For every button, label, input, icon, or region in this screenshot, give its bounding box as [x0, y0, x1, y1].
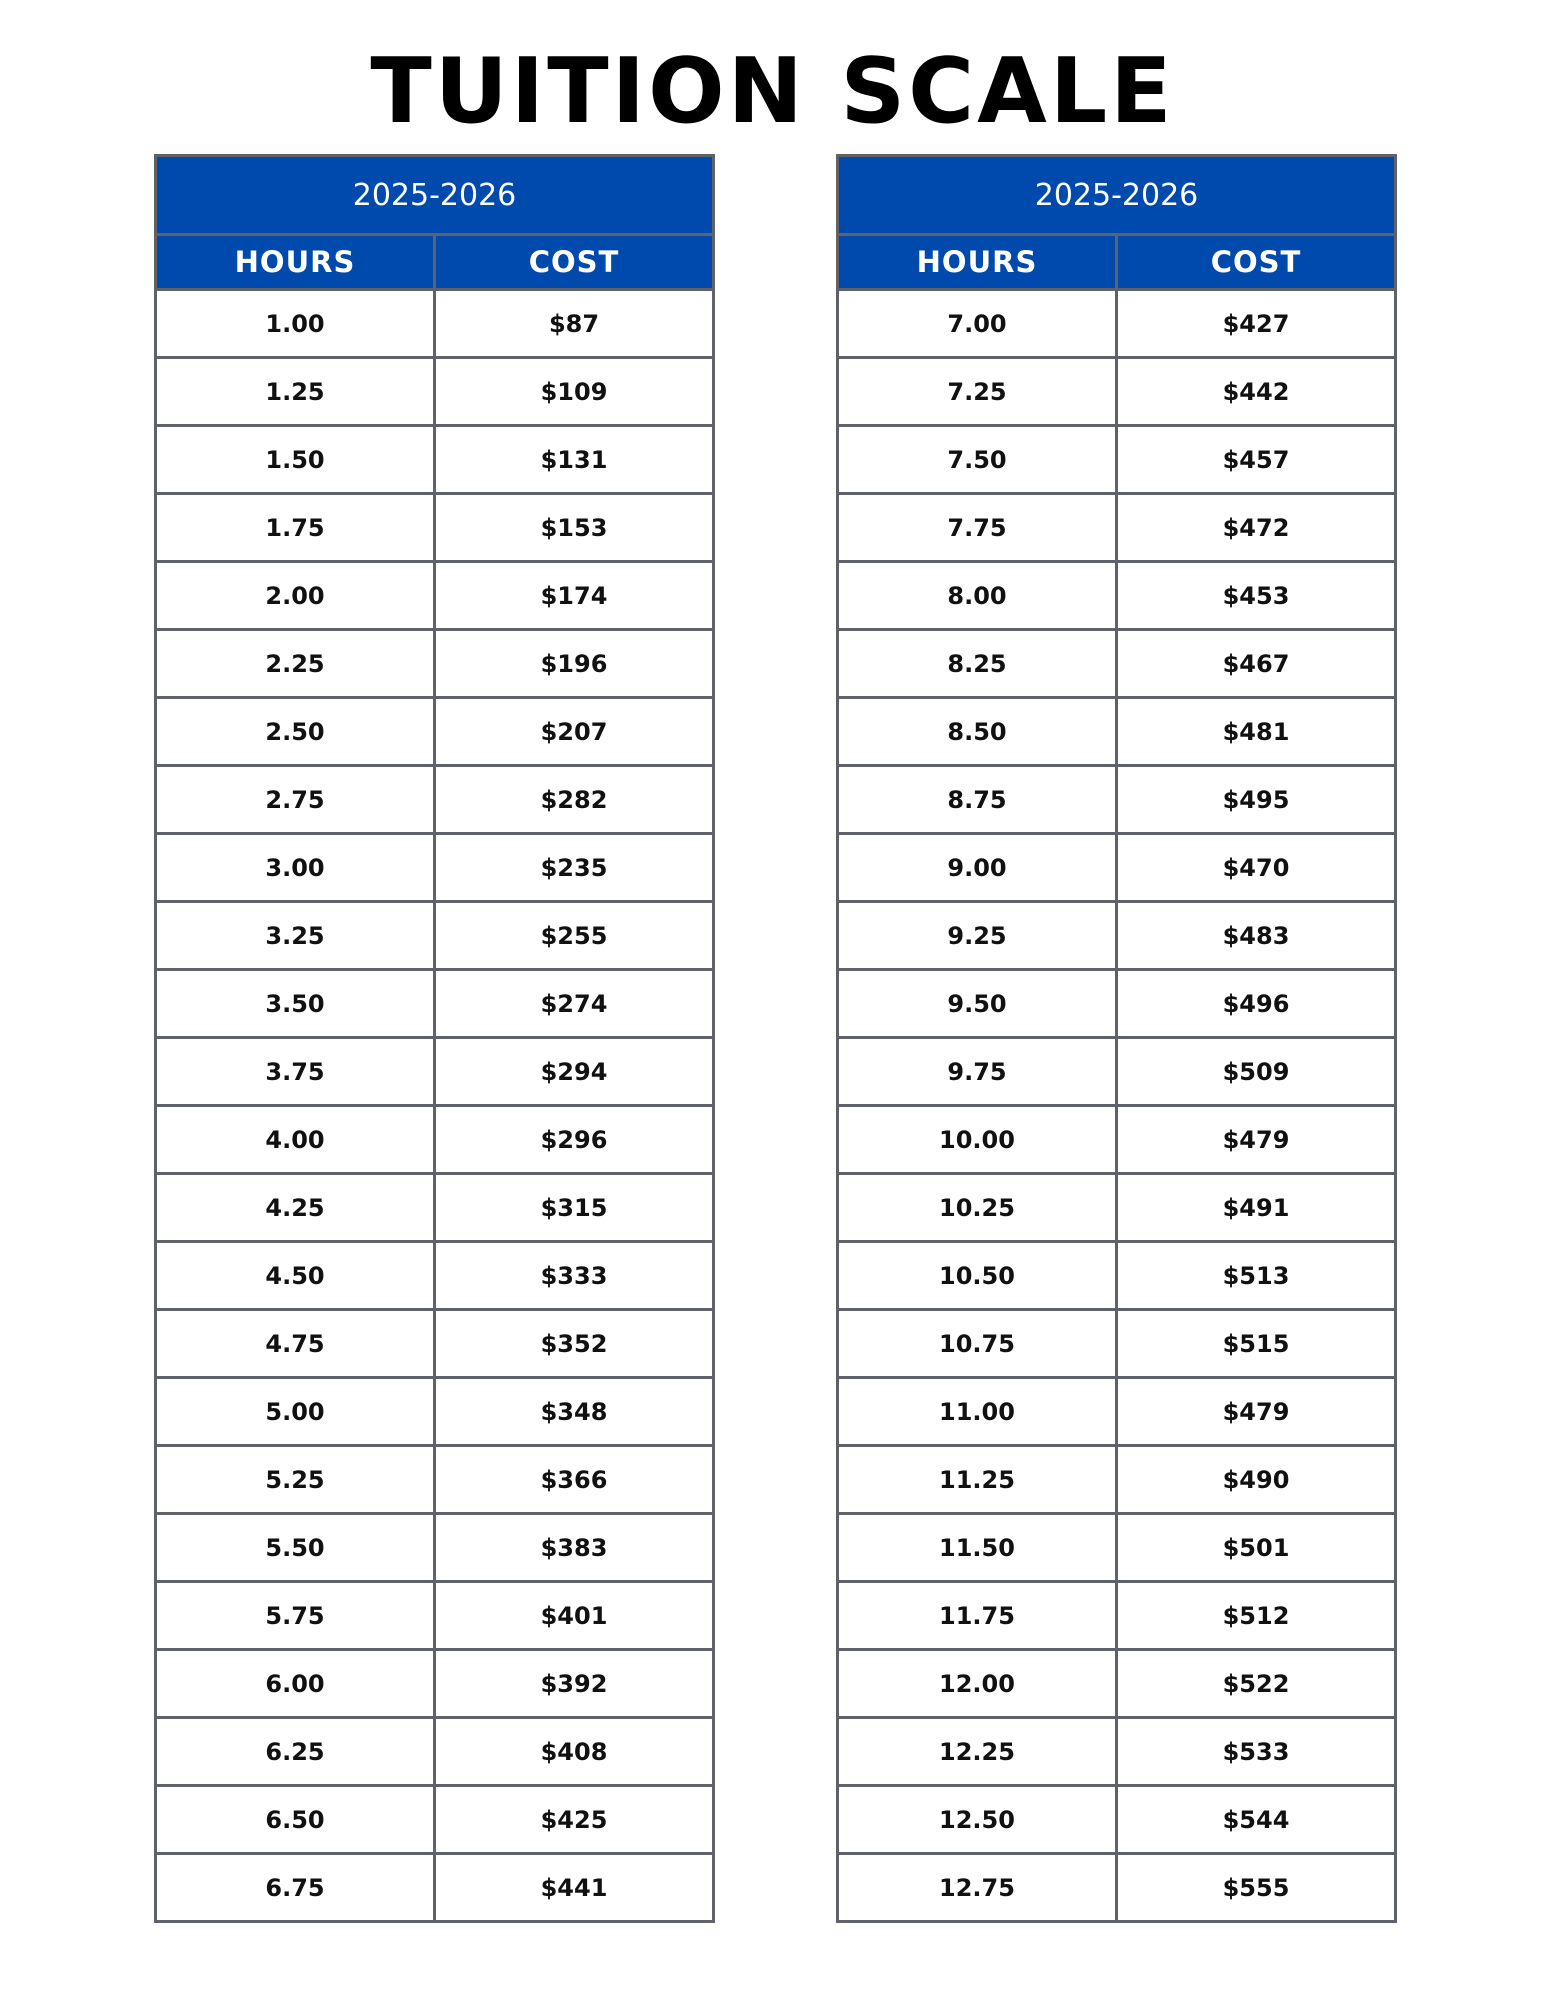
table-row: [838, 1854, 1396, 1922]
table-row: [838, 1786, 1396, 1854]
cost-cell: $491: [1117, 1174, 1396, 1242]
hours-cell: 12.00: [838, 1650, 1117, 1718]
hours-cell: 9.75: [838, 1038, 1117, 1106]
hours-cell: 4.75: [156, 1310, 435, 1378]
cost-column-header: COST: [435, 235, 714, 290]
cost-cell: $315: [435, 1174, 714, 1242]
cost-cell: $544: [1117, 1786, 1396, 1854]
hours-cell: 1.50: [156, 426, 435, 494]
table-body: [156, 290, 714, 1922]
hours-cell: 3.00: [156, 834, 435, 902]
hours-cell: 9.50: [838, 970, 1117, 1038]
cost-cell: $515: [1117, 1310, 1396, 1378]
hours-cell: 10.00: [838, 1106, 1117, 1174]
hours-cell: 10.75: [838, 1310, 1117, 1378]
hours-cell: 8.00: [838, 562, 1117, 630]
hours-cell: 1.25: [156, 358, 435, 426]
hours-cell: 5.00: [156, 1378, 435, 1446]
cost-cell: $348: [435, 1378, 714, 1446]
table-row: [156, 1582, 714, 1650]
hours-cell: 3.25: [156, 902, 435, 970]
cost-cell: $479: [1117, 1106, 1396, 1174]
cost-cell: $87: [435, 290, 714, 358]
table-row: [156, 970, 714, 1038]
cost-cell: $483: [1117, 902, 1396, 970]
cost-cell: $522: [1117, 1650, 1396, 1718]
table-row: [838, 766, 1396, 834]
cost-cell: $533: [1117, 1718, 1396, 1786]
hours-cell: 5.25: [156, 1446, 435, 1514]
hours-cell: 10.50: [838, 1242, 1117, 1310]
hours-cell: 12.75: [838, 1854, 1117, 1922]
hours-cell: 7.25: [838, 358, 1117, 426]
hours-cell: 2.50: [156, 698, 435, 766]
table-row: [156, 1514, 714, 1582]
cost-cell: $383: [435, 1514, 714, 1582]
table-row: [838, 494, 1396, 562]
hours-cell: 5.75: [156, 1582, 435, 1650]
hours-cell: 11.00: [838, 1378, 1117, 1446]
year-header: 2025-2026: [156, 156, 714, 235]
cost-cell: $255: [435, 902, 714, 970]
hours-column-header: HOURS: [156, 235, 435, 290]
table-row: [156, 1786, 714, 1854]
hours-cell: 8.50: [838, 698, 1117, 766]
table-row: [156, 358, 714, 426]
cost-cell: $457: [1117, 426, 1396, 494]
cost-cell: $294: [435, 1038, 714, 1106]
table-row: [156, 630, 714, 698]
table-row: [156, 494, 714, 562]
cost-cell: $467: [1117, 630, 1396, 698]
hours-cell: 4.25: [156, 1174, 435, 1242]
hours-cell: 11.25: [838, 1446, 1117, 1514]
table-row: [838, 1446, 1396, 1514]
cost-cell: $352: [435, 1310, 714, 1378]
table-row: [156, 1038, 714, 1106]
cost-cell: $496: [1117, 970, 1396, 1038]
table-row: [838, 426, 1396, 494]
hours-cell: 2.25: [156, 630, 435, 698]
table-row: [156, 698, 714, 766]
hours-cell: 6.75: [156, 1854, 435, 1922]
cost-cell: $495: [1117, 766, 1396, 834]
cost-cell: $481: [1117, 698, 1396, 766]
cost-cell: $296: [435, 1106, 714, 1174]
hours-cell: 10.25: [838, 1174, 1117, 1242]
table-row: [156, 1242, 714, 1310]
table-row: [838, 1650, 1396, 1718]
cost-cell: $153: [435, 494, 714, 562]
table-row: [838, 358, 1396, 426]
table-row: [156, 426, 714, 494]
cost-cell: $408: [435, 1718, 714, 1786]
hours-cell: 6.50: [156, 1786, 435, 1854]
cost-cell: $441: [435, 1854, 714, 1922]
cost-cell: $512: [1117, 1582, 1396, 1650]
tuition-table-left: [154, 154, 715, 1923]
cost-cell: $282: [435, 766, 714, 834]
table-row: [838, 1718, 1396, 1786]
table-row: [156, 1854, 714, 1922]
table-row: [838, 1310, 1396, 1378]
hours-column-header: HOURS: [838, 235, 1117, 290]
cost-cell: $442: [1117, 358, 1396, 426]
cost-cell: $333: [435, 1242, 714, 1310]
cost-cell: $472: [1117, 494, 1396, 562]
hours-cell: 7.50: [838, 426, 1117, 494]
cost-cell: $196: [435, 630, 714, 698]
table-row: [156, 562, 714, 630]
hours-cell: 3.75: [156, 1038, 435, 1106]
table-row: [838, 1038, 1396, 1106]
cost-cell: $427: [1117, 290, 1396, 358]
hours-cell: 3.50: [156, 970, 435, 1038]
table-row: [838, 1378, 1396, 1446]
table-row: [156, 1650, 714, 1718]
cost-cell: $490: [1117, 1446, 1396, 1514]
table-row: [156, 902, 714, 970]
hours-cell: 12.25: [838, 1718, 1117, 1786]
table-row: [838, 1514, 1396, 1582]
table-row: [156, 1310, 714, 1378]
table-body: [838, 290, 1396, 1922]
hours-cell: 7.75: [838, 494, 1117, 562]
cost-cell: $274: [435, 970, 714, 1038]
cost-column-header: COST: [1117, 235, 1396, 290]
cost-cell: $509: [1117, 1038, 1396, 1106]
hours-cell: 1.75: [156, 494, 435, 562]
table-row: [838, 630, 1396, 698]
cost-cell: $366: [435, 1446, 714, 1514]
hours-cell: 4.50: [156, 1242, 435, 1310]
cost-cell: $392: [435, 1650, 714, 1718]
table-row: [156, 1174, 714, 1242]
cost-cell: $401: [435, 1582, 714, 1650]
hours-cell: 11.50: [838, 1514, 1117, 1582]
hours-cell: 6.25: [156, 1718, 435, 1786]
table-row: [156, 834, 714, 902]
table-row: [838, 970, 1396, 1038]
hours-cell: 2.00: [156, 562, 435, 630]
hours-cell: 8.75: [838, 766, 1117, 834]
cost-cell: $513: [1117, 1242, 1396, 1310]
table-row: [156, 766, 714, 834]
table-row: [838, 1582, 1396, 1650]
hours-cell: 9.00: [838, 834, 1117, 902]
cost-cell: $425: [435, 1786, 714, 1854]
table-row: [156, 1446, 714, 1514]
cost-cell: $109: [435, 358, 714, 426]
table-row: [156, 1718, 714, 1786]
table-row: [838, 902, 1396, 970]
cost-cell: $453: [1117, 562, 1396, 630]
cost-cell: $555: [1117, 1854, 1396, 1922]
table-row: [838, 1242, 1396, 1310]
cost-cell: $501: [1117, 1514, 1396, 1582]
hours-cell: 1.00: [156, 290, 435, 358]
hours-cell: 6.00: [156, 1650, 435, 1718]
hours-cell: 8.25: [838, 630, 1117, 698]
table-row: [838, 834, 1396, 902]
hours-cell: 4.00: [156, 1106, 435, 1174]
cost-cell: $470: [1117, 834, 1396, 902]
table-row: [156, 1106, 714, 1174]
cost-cell: $131: [435, 426, 714, 494]
cost-cell: $207: [435, 698, 714, 766]
hours-cell: 12.50: [838, 1786, 1117, 1854]
hours-cell: 7.00: [838, 290, 1117, 358]
hours-cell: 2.75: [156, 766, 435, 834]
page-title: TUITION SCALE: [370, 39, 1175, 144]
cost-cell: $174: [435, 562, 714, 630]
year-header: 2025-2026: [838, 156, 1396, 235]
table-row: [838, 290, 1396, 358]
hours-cell: 9.25: [838, 902, 1117, 970]
hours-cell: 5.50: [156, 1514, 435, 1582]
table-row: [156, 290, 714, 358]
cost-cell: $235: [435, 834, 714, 902]
table-row: [156, 1378, 714, 1446]
table-row: [838, 1106, 1396, 1174]
table-row: [838, 562, 1396, 630]
table-row: [838, 1174, 1396, 1242]
table-row: [838, 698, 1396, 766]
cost-cell: $479: [1117, 1378, 1396, 1446]
hours-cell: 11.75: [838, 1582, 1117, 1650]
tuition-table-right: [836, 154, 1397, 1923]
